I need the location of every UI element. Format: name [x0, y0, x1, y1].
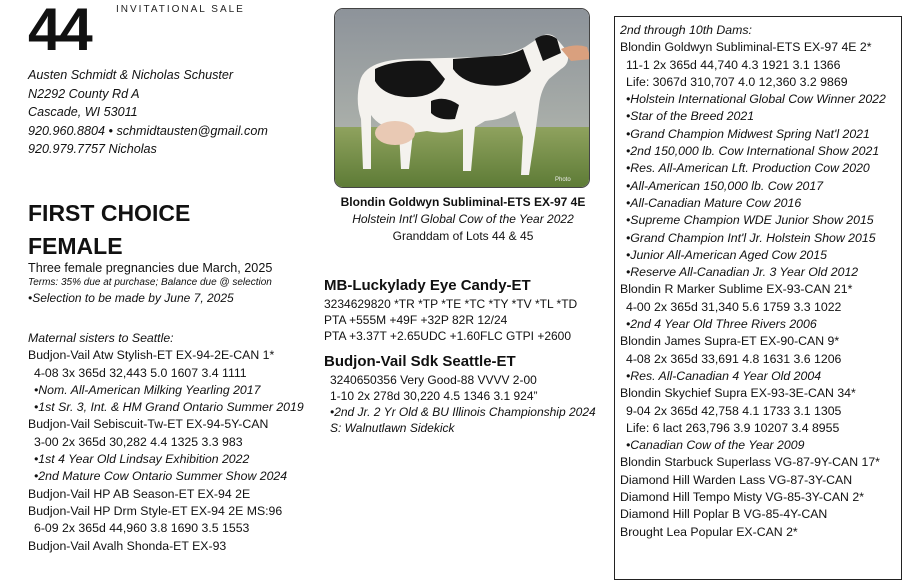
- award-line: •2nd 4 Year Old Three Rivers 2006: [626, 317, 817, 332]
- production-record: 1-10 2x 278d 30,220 4.5 1346 3.1 924”: [330, 389, 538, 403]
- cow-photo: [334, 8, 590, 188]
- maternal-sisters-heading: Maternal sisters to Seattle:: [28, 331, 174, 345]
- dams-panel: [620, 22, 902, 541]
- production-record: 4-08 3x 365d 32,443 5.0 1607 3.4 1111: [34, 365, 247, 380]
- consignor-city: Cascade, WI 53011: [28, 105, 138, 119]
- cow-name-line: Budjon-Vail HP AB Season-ET EX-94 2E: [28, 486, 251, 501]
- cow-name-line: Diamond Hill Warden Lass VG-87-3Y-CAN: [620, 472, 853, 487]
- cow-name-line: Brought Lea Popular EX-CAN 2*: [620, 524, 798, 539]
- headline-line-2: FEMALE: [28, 233, 123, 259]
- award-line: •Junior All-American Aged Cow 2015: [626, 247, 827, 262]
- award-line: •Res. All-Canadian 4 Year Old 2004: [626, 368, 822, 383]
- sale-subtitle: INVITATIONAL SALE: [116, 4, 245, 15]
- consignor-name: Austen Schmidt & Nicholas Schuster: [28, 68, 234, 82]
- award-line: S: Walnutlawn Sidekick: [330, 421, 455, 435]
- award-line: •Res. All-American Lft. Production Cow 2020: [626, 161, 870, 176]
- photo-caption: [332, 194, 594, 245]
- production-record: Life: 3067d 310,707 4.0 12,360 3.2 9869: [626, 74, 848, 89]
- selection-deadline: •Selection to be made by June 7, 2025: [28, 291, 234, 305]
- production-record: 3-00 2x 365d 30,282 4.4 1325 3.3 983: [34, 434, 243, 449]
- dam-name: Budjon-Vail Sdk Seattle-ET: [324, 353, 516, 370]
- award-line: •Holstein International Global Cow Winner 2022: [626, 92, 886, 107]
- cow-name-line: Budjon-Vail Avalh Shonda-ET EX-93: [28, 538, 227, 553]
- pregnancies-note: Three female pregnancies due March, 2025: [28, 261, 273, 275]
- cow-name-line: Blondin Starbuck Superlass VG-87-9Y-CAN 17*: [620, 455, 880, 470]
- award-line: •Star of the Breed 2021: [626, 109, 755, 124]
- award-line: •Supreme Champion WDE Junior Show 2015: [626, 213, 874, 228]
- award-line: •2nd Jr. 2 Yr Old & BU Illinois Championship 2024: [330, 405, 596, 419]
- caption-note: Granddam of Lots 44 & 45: [392, 229, 534, 243]
- cow-name-line: Budjon-Vail HP Drm Style-ET EX-94 2E MS:96: [28, 503, 283, 518]
- photo-credit: Photo: [555, 177, 571, 183]
- cow-name-line: Blondin Skychief Supra EX-93-3E-CAN 34*: [620, 386, 856, 401]
- cow-name-line: Diamond Hill Poplar B VG-85-4Y-CAN: [620, 507, 828, 522]
- sire-line-2: PTA +555M +49F +32P 82R 12/24: [324, 313, 508, 327]
- sire-line-1: 3234629820 *TR *TP *TE *TC *TY *TV *TL *TD: [324, 297, 578, 311]
- award-line: •1st 4 Year Old Lindsay Exhibition 2022: [34, 452, 250, 467]
- caption-title: Holstein Int'l Global Cow of the Year 2022: [352, 212, 574, 226]
- award-line: •1st Sr. 3, Int. & HM Grand Ontario Summer 2019: [34, 400, 304, 415]
- cow-name-line: Blondin Goldwyn Subliminal-ETS EX-97 4E 2*: [620, 40, 872, 55]
- award-line: •Grand Champion Int'l Jr. Holstein Show 2015: [626, 230, 876, 245]
- cow-photo-image: [335, 9, 590, 188]
- production-record: 4-00 2x 365d 31,340 5.6 1759 3.3 1022: [626, 299, 842, 314]
- consignor-address: N2292 County Rd A: [28, 86, 140, 101]
- dams-list: [620, 39, 902, 541]
- sire-line-3: PTA +3.37T +2.65UDC +1.60FLC GTPI +2600: [324, 329, 572, 343]
- headline-line-1: FIRST CHOICE: [28, 200, 191, 226]
- production-record: Life: 6 lact 263,796 3.9 10207 3.4 8955: [626, 420, 840, 435]
- award-line: •2nd 150,000 lb. Cow International Show 2021: [626, 144, 880, 159]
- maternal-sisters: [28, 330, 328, 555]
- award-line: •All-American 150,000 lb. Cow 2017: [626, 178, 824, 193]
- cow-name-line: Blondin R Marker Sublime EX-93-CAN 21*: [620, 282, 853, 297]
- payment-terms: Terms: 35% due at purchase; Balance due @ selection: [28, 277, 272, 288]
- offering-terms: [28, 260, 328, 306]
- award-line: •Canadian Cow of the Year 2009: [626, 438, 805, 453]
- cow-name-line: Diamond Hill Tempo Misty VG-85-3Y-CAN 2*: [620, 490, 864, 505]
- award-line: •Reserve All-Canadian Jr. 3 Year Old 2012: [626, 265, 859, 280]
- caption-cow-name: Blondin Goldwyn Subliminal-ETS EX-97 4E: [340, 195, 586, 209]
- spacer: [324, 344, 614, 352]
- award-line: •Nom. All-American Milking Yearling 2017: [34, 382, 261, 397]
- award-line: •Grand Champion Midwest Spring Nat'l 2021: [626, 126, 870, 141]
- lot-number: 44: [28, 0, 91, 63]
- sire-name: MB-Luckylady Eye Candy-ET: [324, 277, 531, 294]
- maternal-sisters-list: [28, 347, 328, 555]
- production-record: 6-09 2x 365d 44,960 3.8 1690 3.5 1553: [34, 521, 250, 536]
- cow-name-line: Budjon-Vail Atw Stylish-ET EX-94-2E-CAN 1*: [28, 348, 275, 363]
- consignor-phone-2: 920.979.7757 Nicholas: [28, 142, 157, 156]
- dam-details: [324, 372, 614, 436]
- offering-headline: [28, 197, 258, 263]
- consignor-info: [28, 66, 298, 159]
- production-record: 11-1 2x 365d 44,740 4.3 1921 3.1 1366: [626, 57, 841, 72]
- cow-name-line: Budjon-Vail Sebiscuit-Tw-ET EX-94-5Y-CAN: [28, 417, 269, 432]
- cow-name-line: Blondin James Supra-ET EX-90-CAN 9*: [620, 334, 840, 349]
- award-line: •All-Canadian Mature Cow 2016: [626, 195, 802, 210]
- award-line: •2nd Mature Cow Ontario Summer Show 2024: [34, 469, 288, 484]
- dams-panel-heading: 2nd through 10th Dams:: [620, 23, 752, 37]
- consignor-phone-email: 920.960.8804 • schmidtausten@gmail.com: [28, 123, 268, 138]
- production-record: 3240650356 Very Good-88 VVVV 2-00: [330, 373, 537, 387]
- production-record: 9-04 2x 365d 42,758 4.1 1733 3.1 1305: [626, 403, 842, 418]
- production-record: 4-08 2x 365d 33,691 4.8 1631 3.6 1206: [626, 351, 842, 366]
- pedigree: [324, 276, 614, 436]
